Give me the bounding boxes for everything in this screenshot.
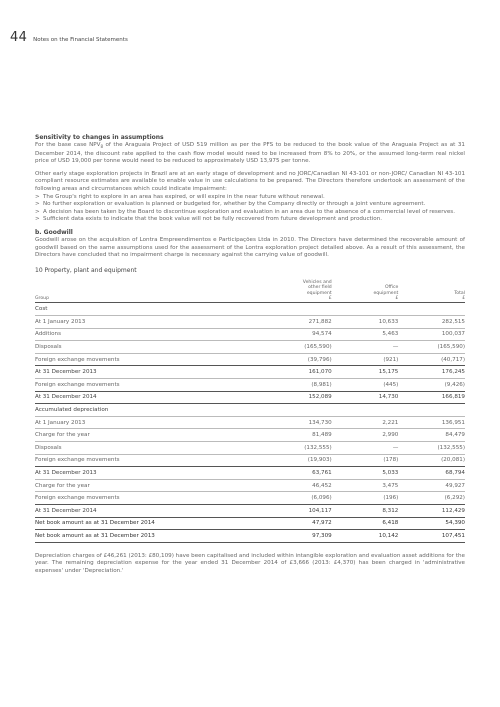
page-header [10,30,128,45]
header-title: Notes on the Financial Statements [33,37,128,43]
table-row: At 1 January 2013 271,882 10,633 282,515 [35,316,465,329]
list-item: > The Group's right to explore in an area has expired, or will expire in the near future without renewal. [35,194,465,202]
table-row: Net book amount as at 31 December 2014 47,972 6,418 54,390 [35,517,465,530]
table-row: At 31 December 2013 161,070 15,175 176,245 [35,366,465,379]
impairment-criteria-list [35,194,465,224]
table-row: Foreign exchange movements (6,096) (196) (6,292) [35,492,465,505]
list-item: > No further exploration or evaluation is planned or budgeted for, whether by the Company directly or through a joint venture agreement. [35,201,465,209]
table-row: At 31 December 2013 63,761 5,033 68,794 [35,467,465,480]
column-header-group: Group [35,296,49,302]
sensitivity-paragraph-2: Other early stage exploration projects in Brazil are at an early stage of development and no JORC/Canadian NI 43-101 or non-JORC/ Canadian NI 43-101 compliant resource estimates are available to enable value in use calculations to be prepared. The Directors therefore undertook an assessment of the following areas and circumstances which could indicate impairment: [35,170,465,193]
table-row: Additions 94,574 5,463 100,037 [35,328,465,341]
table-row: At 1 January 2013 134,730 2,221 136,951 [35,416,465,429]
sensitivity-paragraph-1: For the base case $NPV_8$ of the Araguaia Project of USD 519 million as per the PFS to be reduced to the book value of the Araguaia Project as at 31 December 2014, the discount rate applied to the cash flow model would need to be increased from 8% to 20%, or the assumed long-term real nickel price of USD 19,000 per tonne would need to be reduced to approximately USD 13,975 per tonne. [35,142,465,165]
table-row: Accumulated depreciation [35,404,465,417]
ppe-table-title: 10 Property, plant and equipment [35,266,137,274]
table-row: Foreign exchange movements (39,796) (921) (40,717) [35,353,465,366]
table-row: Net book amount as at 31 December 2013 97,309 10,142 107,451 [35,530,465,543]
goodwill-heading: b. Goodwill [35,229,73,237]
table-row: At 31 December 2014 104,117 8,312 112,429 [35,504,465,517]
table-row: Disposals (132,555) — (132,555) [35,441,465,454]
goodwill-paragraph: Goodwill arose on the acquisition of Lontra Empreendimentos e Participações Ltda in 2010. The Directors have determined the recoverable amount of goodwill based on the same assumptions used for the assessment of the Lontra exploration project detailed above. As a result of this assessment, the Directors have concluded that no impairment charge is necessary against the carrying value of goodwill. [35,237,465,259]
table-row: Foreign exchange movements (19,903) (178) (20,081) [35,454,465,467]
ppe-table [35,280,465,543]
column-header-office: Office equipment £ [373,285,399,302]
table-row: Charge for the year 46,452 3,475 49,927 [35,479,465,492]
table-row: Disposals (165,590) — (165,590) [35,341,465,354]
sensitivity-heading: Sensitivity to changes in assumptions [35,134,164,141]
depreciation-footnote: Depreciation charges of £46,261 (2013: £80,109) have been capitalised and included within intangible exploration and evaluation asset additions for the year. The remaining depreciation expense for the year ended 31 December 2014 of £3,666 (2013: £4,370) has been charged in 'administrative expenses' under 'Depreciation.' [35,552,465,574]
column-header-total: Total £ [454,290,465,302]
page-content [35,134,465,576]
page-number: 44 [10,30,28,45]
table-row: At 31 December 2014 152,089 14,730 166,819 [35,391,465,404]
column-header-vehicles: Vehicles and other field equipment £ [302,279,332,302]
table-row: Cost [35,303,465,316]
table-row: Foreign exchange movements (8,981) (445) (9,426) [35,379,465,392]
table-row: Charge for the year 81,489 2,990 84,479 [35,429,465,442]
list-item: > A decision has been taken by the Board to discontinue exploration and evaluation in an area due to the absence of a commercial level of reserves. [35,209,465,217]
list-item: > Sufficient data exists to indicate that the book value will not be fully recovered from future development and production. [35,216,465,224]
